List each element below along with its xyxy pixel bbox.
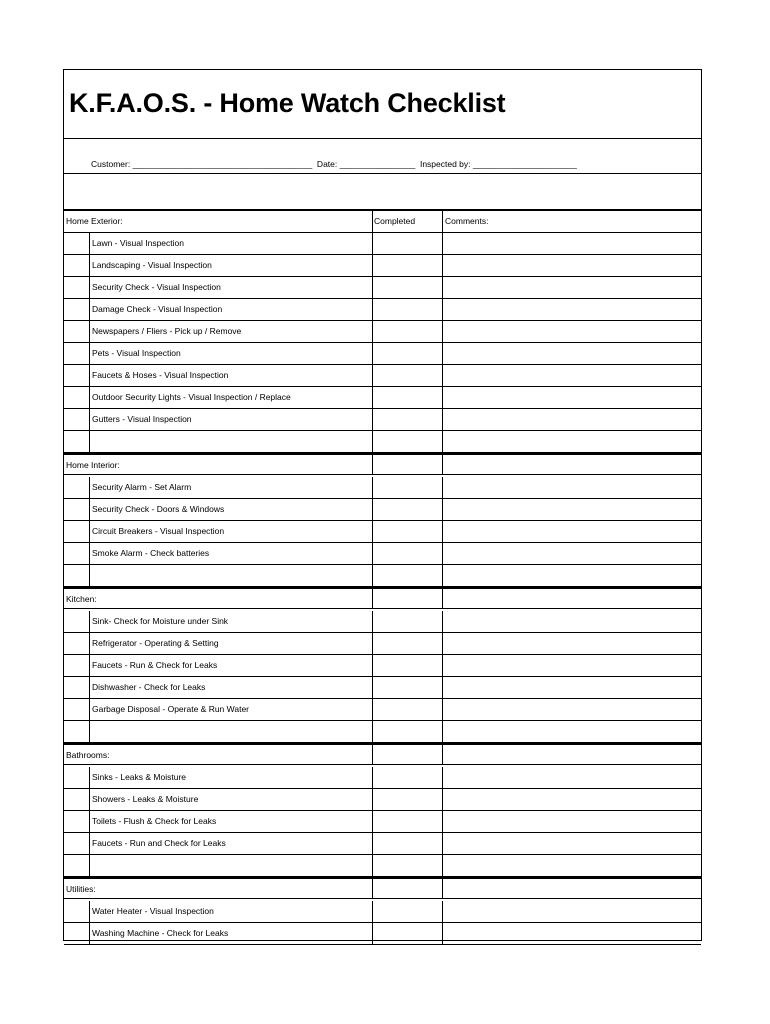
indent-cell bbox=[64, 499, 90, 520]
item-label: Security Alarm - Set Alarm bbox=[92, 482, 192, 492]
customer-date-inspector-line: Customer: ______________________________________ Date: ________________ Inspected by: ______________________ bbox=[91, 159, 577, 169]
comments-cell[interactable] bbox=[444, 543, 445, 564]
table-row bbox=[64, 387, 701, 409]
indent-cell bbox=[64, 833, 90, 854]
item-label: Sinks - Leaks & Moisture bbox=[92, 772, 187, 782]
indent-cell bbox=[64, 901, 90, 922]
table-row bbox=[64, 901, 701, 923]
comments-cell[interactable] bbox=[444, 833, 445, 854]
indent-cell bbox=[64, 655, 90, 676]
item-label: Water Heater - Visual Inspection bbox=[92, 906, 214, 916]
table-row bbox=[64, 233, 701, 255]
item-label: Garbage Disposal - Operate & Run Water bbox=[92, 704, 250, 714]
completed-cell[interactable] bbox=[372, 387, 443, 408]
section-header-row bbox=[64, 743, 701, 765]
blank-row bbox=[64, 174, 701, 211]
table-row bbox=[64, 699, 701, 721]
comments-cell[interactable] bbox=[444, 745, 445, 764]
comments-cell[interactable] bbox=[444, 879, 445, 898]
comments-cell[interactable] bbox=[444, 901, 445, 922]
indent-cell bbox=[64, 699, 90, 720]
comments-cell[interactable] bbox=[444, 233, 445, 254]
item-label: Showers - Leaks & Moisture bbox=[92, 794, 199, 804]
item-label bbox=[91, 855, 373, 876]
section-header-row bbox=[64, 453, 701, 475]
comments-cell[interactable] bbox=[444, 521, 445, 542]
completed-cell[interactable] bbox=[372, 745, 443, 764]
indent-cell bbox=[64, 321, 90, 342]
comments-cell[interactable] bbox=[444, 589, 445, 608]
indent-cell bbox=[64, 477, 90, 498]
table-row bbox=[64, 499, 701, 521]
table-row bbox=[64, 677, 701, 699]
completed-cell[interactable] bbox=[372, 633, 443, 654]
comments-cell[interactable] bbox=[444, 277, 445, 298]
completed-cell[interactable] bbox=[372, 299, 443, 320]
indent-cell bbox=[64, 277, 90, 298]
comments-cell[interactable] bbox=[444, 477, 445, 498]
section-title: Kitchen: bbox=[66, 594, 97, 604]
item-label: Faucets - Run and Check for Leaks bbox=[92, 838, 226, 848]
blank-item-row bbox=[64, 431, 701, 453]
table-row bbox=[64, 477, 701, 499]
item-label: Landscaping - Visual Inspection bbox=[92, 260, 212, 270]
blank-item-row bbox=[64, 721, 701, 743]
comments-cell[interactable] bbox=[444, 789, 445, 810]
comments-cell[interactable] bbox=[444, 677, 445, 698]
item-label: Circuit Breakers - Visual Inspection bbox=[92, 526, 225, 536]
indent-cell bbox=[64, 633, 90, 654]
section-title: Utilities: bbox=[66, 884, 96, 894]
comments-cell[interactable] bbox=[444, 321, 445, 342]
table-row bbox=[64, 633, 701, 655]
comments-cell[interactable] bbox=[444, 565, 445, 586]
customer-info-row bbox=[64, 140, 701, 174]
indent-cell bbox=[64, 299, 90, 320]
indent-cell bbox=[64, 387, 90, 408]
comments-cell[interactable] bbox=[444, 923, 445, 944]
comments-cell[interactable] bbox=[444, 365, 445, 386]
item-label bbox=[91, 721, 373, 742]
table-row bbox=[64, 923, 701, 945]
indent-cell bbox=[64, 431, 90, 452]
item-label: Toilets - Flush & Check for Leaks bbox=[92, 816, 217, 826]
comments-cell[interactable] bbox=[444, 409, 445, 430]
completed-header: Completed bbox=[372, 211, 443, 232]
completed-cell[interactable] bbox=[372, 699, 443, 720]
item-label bbox=[91, 431, 373, 452]
comments-cell[interactable] bbox=[444, 343, 445, 364]
completed-cell[interactable] bbox=[372, 543, 443, 564]
indent-cell bbox=[64, 255, 90, 276]
comments-cell[interactable] bbox=[444, 767, 445, 788]
comments-cell[interactable] bbox=[444, 655, 445, 676]
comments-cell[interactable] bbox=[444, 811, 445, 832]
page-title: K.F.A.O.S. - Home Watch Checklist bbox=[69, 88, 506, 118]
table-row bbox=[64, 611, 701, 633]
completed-cell[interactable] bbox=[372, 343, 443, 364]
indent-cell bbox=[64, 721, 90, 742]
item-label: Pets - Visual Inspection bbox=[92, 348, 181, 358]
completed-cell[interactable] bbox=[372, 565, 443, 586]
completed-cell[interactable] bbox=[372, 589, 443, 608]
indent-cell bbox=[64, 811, 90, 832]
comments-cell[interactable] bbox=[444, 699, 445, 720]
indent-cell bbox=[64, 365, 90, 386]
completed-cell[interactable] bbox=[372, 833, 443, 854]
indent-cell bbox=[64, 343, 90, 364]
item-label: Faucets - Run & Check for Leaks bbox=[92, 660, 218, 670]
completed-cell[interactable] bbox=[372, 477, 443, 498]
completed-cell[interactable] bbox=[372, 789, 443, 810]
indent-cell bbox=[64, 233, 90, 254]
completed-cell[interactable] bbox=[372, 923, 443, 944]
indent-cell bbox=[64, 611, 90, 632]
indent-cell bbox=[64, 789, 90, 810]
section-title: Home Interior: bbox=[66, 460, 120, 470]
completed-cell[interactable] bbox=[372, 721, 443, 742]
item-label bbox=[91, 565, 373, 586]
indent-cell bbox=[64, 855, 90, 876]
table-row bbox=[64, 767, 701, 789]
completed-cell[interactable] bbox=[372, 677, 443, 698]
item-label: Dishwasher - Check for Leaks bbox=[92, 682, 206, 692]
table-row bbox=[64, 521, 701, 543]
table-row bbox=[64, 811, 701, 833]
indent-cell bbox=[64, 677, 90, 698]
section-header-row bbox=[64, 211, 701, 233]
item-label: Faucets & Hoses - Visual Inspection bbox=[92, 370, 229, 380]
item-label: Gutters - Visual Inspection bbox=[92, 414, 192, 424]
table-row bbox=[64, 255, 701, 277]
comments-header: Comments: bbox=[445, 216, 489, 226]
table-row bbox=[64, 299, 701, 321]
table-row bbox=[64, 343, 701, 365]
comments-cell[interactable] bbox=[444, 387, 445, 408]
comments-cell[interactable] bbox=[444, 299, 445, 320]
completed-cell[interactable] bbox=[372, 611, 443, 632]
indent-cell bbox=[64, 543, 90, 564]
completed-cell[interactable] bbox=[372, 255, 443, 276]
completed-cell[interactable] bbox=[372, 321, 443, 342]
completed-cell[interactable] bbox=[372, 655, 443, 676]
indent-cell bbox=[64, 565, 90, 586]
item-label: Smoke Alarm - Check batteries bbox=[92, 548, 210, 558]
comments-cell[interactable] bbox=[444, 431, 445, 452]
comments-cell[interactable] bbox=[444, 721, 445, 742]
comments-cell[interactable] bbox=[444, 499, 445, 520]
comments-cell[interactable] bbox=[444, 633, 445, 654]
table-row bbox=[64, 789, 701, 811]
completed-cell[interactable] bbox=[372, 855, 443, 876]
completed-cell[interactable] bbox=[372, 365, 443, 386]
indent-cell bbox=[64, 767, 90, 788]
completed-cell[interactable] bbox=[372, 767, 443, 788]
table-row bbox=[64, 543, 701, 565]
table-row bbox=[64, 365, 701, 387]
indent-cell bbox=[64, 409, 90, 430]
comments-cell[interactable] bbox=[444, 455, 445, 474]
blank-item-row bbox=[64, 565, 701, 587]
table-row bbox=[64, 833, 701, 855]
completed-cell[interactable] bbox=[372, 409, 443, 430]
item-label: Newspapers / Fliers - Pick up / Remove bbox=[92, 326, 242, 336]
completed-cell[interactable] bbox=[372, 879, 443, 898]
indent-cell bbox=[64, 923, 90, 944]
section-header-row bbox=[64, 877, 701, 899]
table-row bbox=[64, 409, 701, 431]
blank-item-row bbox=[64, 855, 701, 877]
comments-cell[interactable] bbox=[444, 255, 445, 276]
item-label: Lawn - Visual Inspection bbox=[92, 238, 184, 248]
completed-cell[interactable] bbox=[372, 521, 443, 542]
table-row bbox=[64, 277, 701, 299]
item-label: Sink- Check for Moisture under Sink bbox=[92, 616, 229, 626]
section-title: Bathrooms: bbox=[66, 750, 110, 760]
completed-cell[interactable] bbox=[372, 811, 443, 832]
comments-cell[interactable] bbox=[444, 855, 445, 876]
completed-cell[interactable] bbox=[372, 455, 443, 474]
completed-cell[interactable] bbox=[372, 431, 443, 452]
section-title: Home Exterior: bbox=[66, 216, 123, 226]
item-label: Damage Check - Visual Inspection bbox=[92, 304, 223, 314]
item-label: Security Check - Doors & Windows bbox=[92, 504, 225, 514]
item-label: Refrigerator - Operating & Setting bbox=[92, 638, 219, 648]
comments-cell[interactable] bbox=[444, 611, 445, 632]
completed-cell[interactable] bbox=[372, 233, 443, 254]
table-row bbox=[64, 321, 701, 343]
completed-cell[interactable] bbox=[372, 499, 443, 520]
title-row bbox=[64, 70, 701, 139]
checklist-sheet bbox=[63, 69, 702, 941]
item-label: Security Check - Visual Inspection bbox=[92, 282, 221, 292]
completed-cell[interactable] bbox=[372, 901, 443, 922]
completed-cell[interactable] bbox=[372, 277, 443, 298]
item-label: Outdoor Security Lights - Visual Inspection / Replace bbox=[92, 392, 291, 402]
table-row bbox=[64, 655, 701, 677]
indent-cell bbox=[64, 521, 90, 542]
item-label: Washing Machine - Check for Leaks bbox=[92, 928, 229, 938]
section-header-row bbox=[64, 587, 701, 609]
